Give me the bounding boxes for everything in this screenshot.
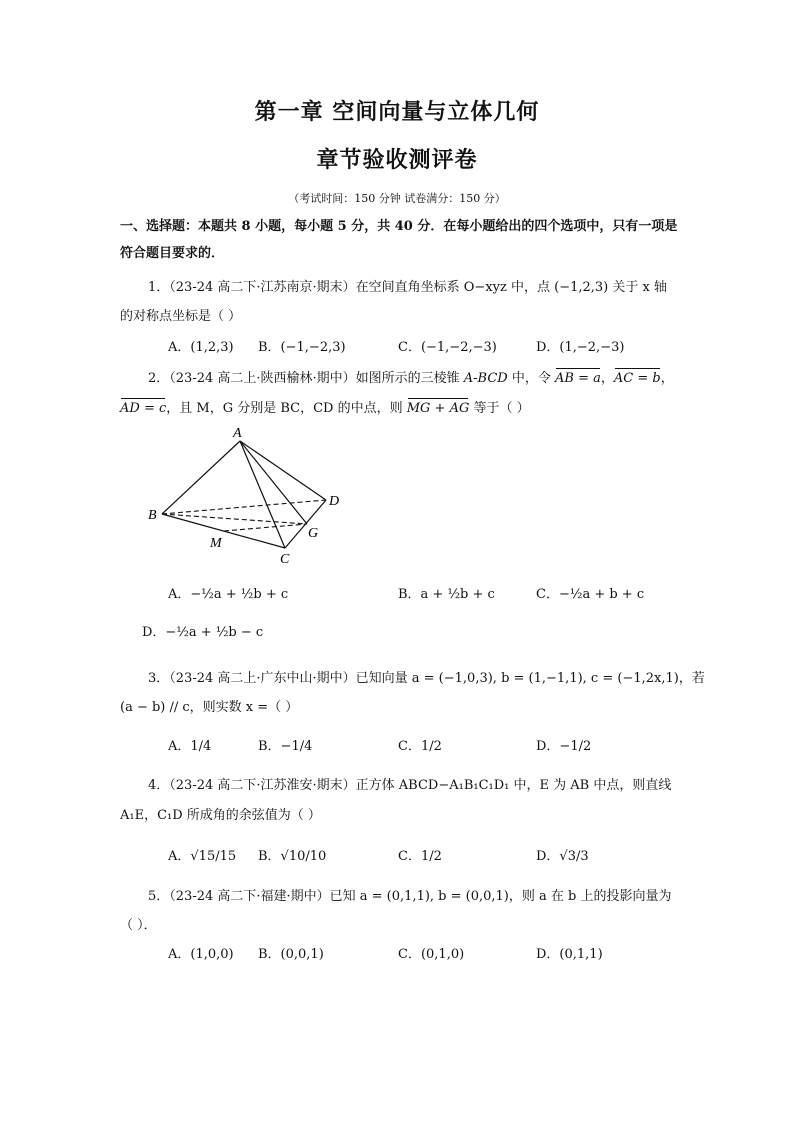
vertex-label-b: B: [148, 508, 157, 523]
q5-option-d[interactable]: D．(0,1,1): [536, 947, 603, 962]
q2-expr: MG + AG: [406, 401, 470, 416]
q2-option-d[interactable]: D．−½a + ½b − c: [142, 625, 264, 640]
q2-option-c[interactable]: C．−½a + b + c: [536, 587, 645, 602]
question-4-line1: 4．（23-24 高二下·江苏淮安·期末）正方体 ABCD−A₁B₁C₁D₁ 中，E 为 AB 中点，则直线: [148, 778, 672, 793]
q2-eq1: AB = a: [555, 371, 601, 386]
q1-option-c[interactable]: C．(−1,−2,−3): [398, 340, 497, 355]
page-title: 第一章 空间向量与立体几何: [254, 100, 540, 125]
exam-info: （考试时间：150 分钟 试卷满分：150 分）: [288, 192, 506, 205]
edge-ab: [162, 441, 240, 514]
point-label-m: M: [210, 536, 222, 551]
edge-bg-hidden: [162, 514, 307, 524]
q1-option-d[interactable]: D．(1,−2,−3): [536, 340, 625, 355]
question-5-line1: 5．（23-24 高二下·福建·期中）已知 a = (0,1,1), b = (0,0,1)，则 a 在 b 上的投影向量为: [148, 889, 672, 904]
q2-option-a[interactable]: A．−½a + ½b + c: [168, 587, 289, 602]
edge-bd-hidden: [162, 500, 326, 514]
question-2-line1: 2．（23-24 高二上·陕西榆林·期中）如图所示的三棱锥 A-BCD 中，令 AB = a，AC = b，: [148, 371, 674, 386]
q5-option-a[interactable]: A．(1,0,0): [168, 947, 234, 962]
q4-option-b[interactable]: B．√10/10: [258, 849, 327, 864]
vertex-label-d: D: [329, 494, 340, 509]
q2-eq3: AD = c: [120, 401, 167, 416]
q3-option-a[interactable]: A．1/4: [168, 739, 212, 754]
tetrahedron-figure: [140, 420, 350, 570]
q2-line2-mid: ，且 M，G 分别是 BC，CD 的中点，则: [166, 401, 407, 416]
q3-option-c[interactable]: C．1/2: [398, 739, 442, 754]
vertex-label-c: C: [280, 552, 290, 567]
q1-option-b[interactable]: B．(−1,−2,3): [258, 340, 346, 355]
q4-option-a[interactable]: A．√15/15: [168, 849, 237, 864]
question-3-line2: (a − b) // c，则实数 x =（ ）: [120, 700, 299, 715]
question-1-line2: 的对称点坐标是（ ）: [120, 309, 242, 324]
q1-option-a[interactable]: A．(1,2,3): [168, 340, 234, 355]
vertex-label-a: A: [233, 426, 242, 441]
question-5-line2: （ ）．: [120, 918, 157, 933]
q2-prefix: 2．（23-24 高二上·陕西榆林·期中）如图所示的三棱锥: [148, 371, 464, 386]
question-1-line1: 1．（23-24 高二下·江苏南京·期末）在空间直角坐标系 O−xyz 中，点 (−1,2,3) 关于 x 轴: [148, 280, 667, 295]
question-4-line2: A₁E，C₁D 所成角的余弦值为（ ）: [120, 808, 321, 823]
section-heading: 一、选择题：本题共 8 小题，每小题 5 分，共 40 分．在每小题给出的四个选项中，只有一项是符合题目要求的．: [120, 219, 678, 261]
q2-line2-end: 等于（ ）: [469, 401, 530, 416]
q4-option-c[interactable]: C．1/2: [398, 849, 442, 864]
edge-mg-hidden: [224, 524, 307, 531]
page-subtitle-title: 章节验收测评卷: [316, 148, 478, 173]
q3-option-b[interactable]: B．−1/4: [258, 739, 313, 754]
q2-option-b[interactable]: B．a + ½b + c: [398, 587, 495, 602]
q2-solid: A-BCD: [463, 371, 508, 386]
point-label-g: G: [308, 526, 319, 541]
q4-option-d[interactable]: D．√3/3: [536, 849, 589, 864]
q5-option-c[interactable]: C．(0,1,0): [398, 947, 465, 962]
edge-ag: [240, 441, 307, 524]
question-2-line2: [120, 397, 530, 416]
q5-option-b[interactable]: B．(0,0,1): [258, 947, 324, 962]
question-3-line1: 3．（23-24 高二上·广东中山·期中）已知向量 a = (−1,0,3), b = (1,−1,1), c = (−1,2x,1)，若: [148, 671, 705, 686]
q3-option-d[interactable]: D．−1/2: [536, 739, 592, 754]
q2-eq2: AC = b: [613, 371, 661, 386]
q2-mid: 中，令: [507, 371, 555, 386]
edge-bc: [162, 514, 285, 548]
